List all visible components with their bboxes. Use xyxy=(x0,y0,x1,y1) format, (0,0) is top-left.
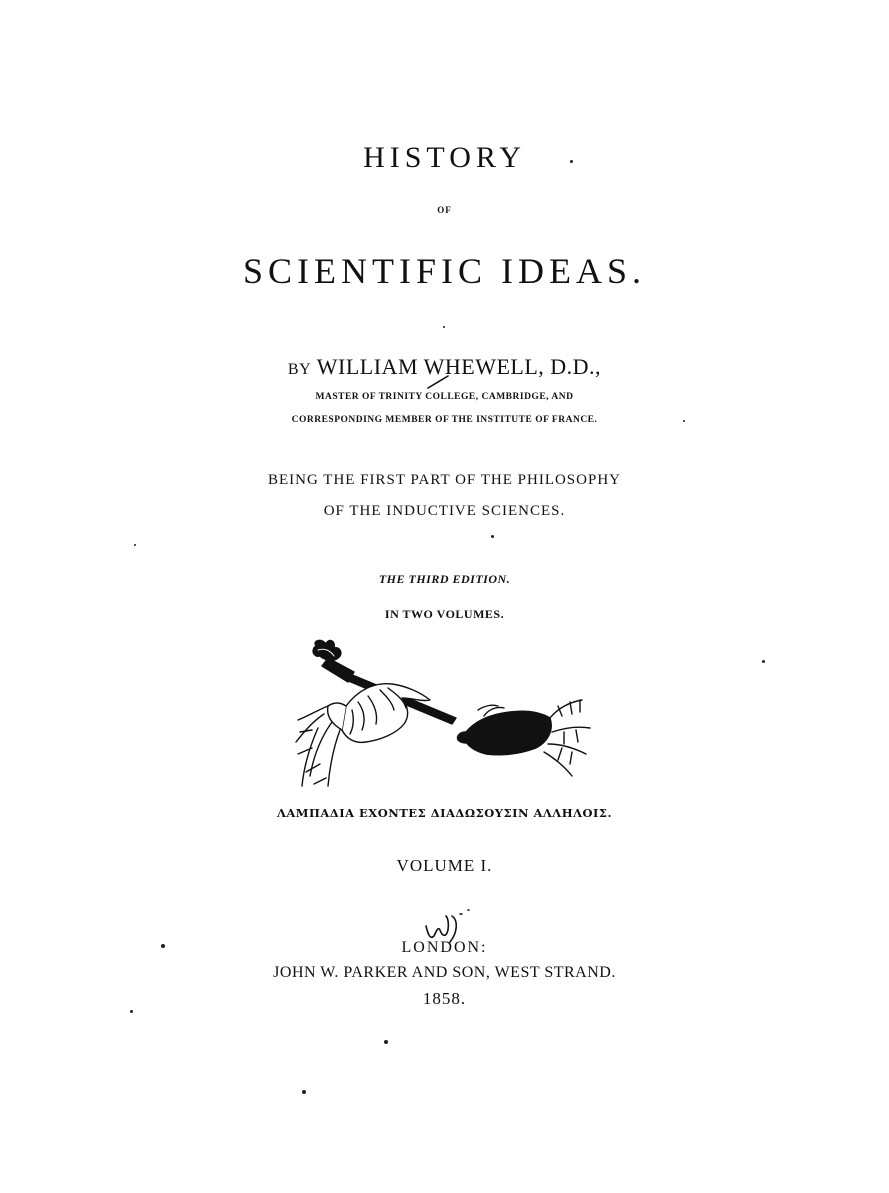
description-line-2: OF THE INDUCTIVE SCIENCES. xyxy=(323,503,566,519)
scan-speck xyxy=(384,1040,388,1044)
title-of: OF xyxy=(437,205,452,215)
author-name: WILLIAM WHEWELL, D.D., xyxy=(316,354,602,379)
volume-number: VOLUME I. xyxy=(396,856,493,875)
title-line-2: SCIENTIFIC IDEAS. xyxy=(242,251,646,291)
scan-speck xyxy=(762,660,765,663)
scan-speck xyxy=(443,326,445,328)
scan-speck xyxy=(683,420,685,422)
title-line-1: HISTORY xyxy=(363,141,526,174)
greek-motto: ΛΑΜΠΑΔΙΑ ΕΧΟΝΤΕΣ ΔΙΑΔΩΣΟΥΣΙΝ ΑΛΛΗΛΟΙΣ. xyxy=(276,806,613,820)
scan-speck xyxy=(302,1090,306,1094)
scan-speck xyxy=(130,1010,133,1013)
publication-year: 1858. xyxy=(422,989,467,1008)
description-line-1: BEING THE FIRST PART OF THE PHILOSOPHY xyxy=(268,472,621,488)
volumes: IN TWO VOLUMES. xyxy=(384,607,505,621)
scan-speck xyxy=(491,535,494,538)
affiliation-line-1: MASTER OF TRINITY COLLEGE, CAMBRIDGE, AND xyxy=(315,392,574,402)
publication-place: LONDON: xyxy=(401,939,488,956)
edition: THE THIRD EDITION. xyxy=(378,572,511,586)
author-by: BY xyxy=(287,361,312,378)
scan-speck xyxy=(570,160,573,163)
publisher: JOHN W. PARKER AND SON, WEST STRAND. xyxy=(273,964,616,981)
scan-speck xyxy=(134,544,136,546)
scan-speck xyxy=(161,944,165,948)
affiliation-line-2: CORRESPONDING MEMBER OF THE INSTITUTE OF FRANCE. xyxy=(291,415,598,425)
